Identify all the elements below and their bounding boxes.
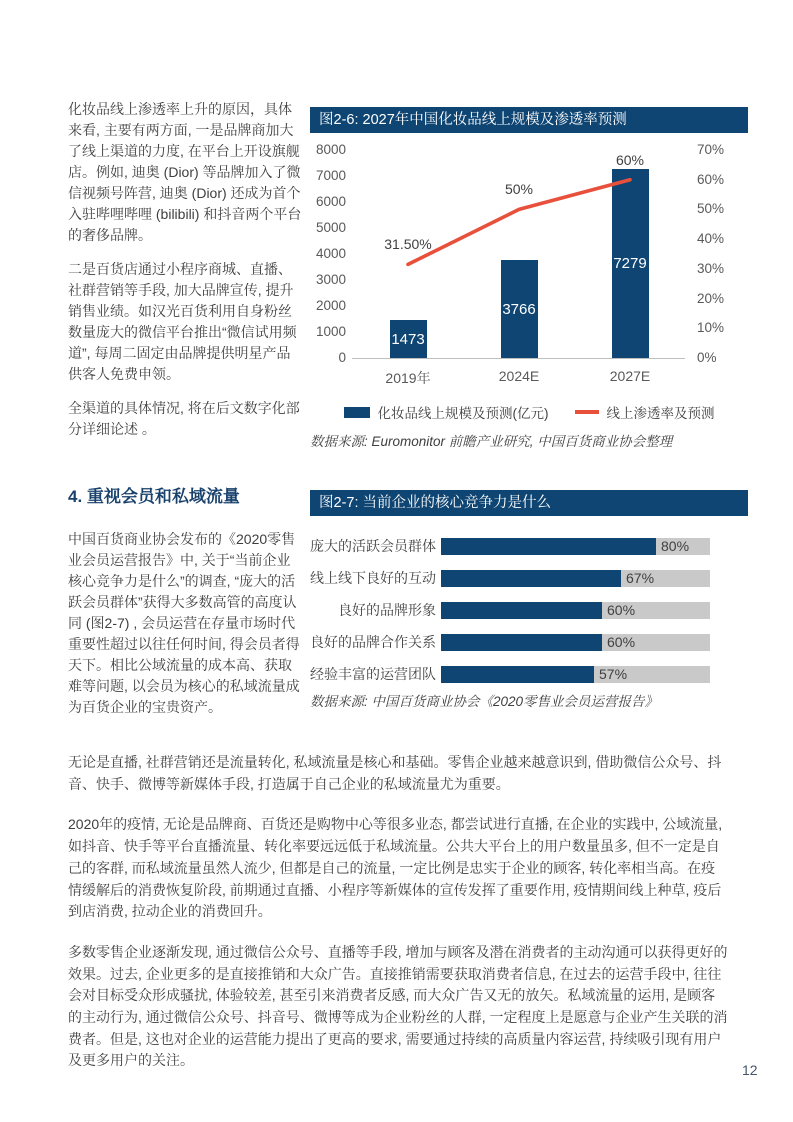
left-axis-tick: 5000 [315, 220, 346, 235]
line-value-label: 31.50% [384, 236, 432, 253]
row-label: 良好的品牌形象 [338, 602, 436, 618]
row-label: 经验丰富的运营团队 [310, 666, 436, 682]
right-axis-tick: 10% [697, 320, 725, 336]
section-heading: 4. 重视会员和私域流量 [68, 487, 240, 506]
right-axis-tick: 60% [697, 171, 725, 187]
x-axis-line [352, 358, 685, 359]
body-text-block [68, 752, 728, 1091]
bar-fill [441, 570, 621, 587]
paragraph: 2020年的疫情, 无论是品牌商、百货还是购物中心等很多业态, 都尝试进行直播, 在企业的实践中, 公域流量, 如抖音、快手等平台直播流量、转化率要远远低于私域流量。公共大平台上的用户数量虽多, 但不一定是自己的客群, 而私域流量虽然人流少, 但都是自己的流量, 一定比例是忠实于企业的顾客, 转化率相当高。在疫情缓解后的消费恢复阶段, 前期通过直播、小程序等新媒体的宣传发挥了重要作用, 疫情期间线上种草, 疫后到店消费, 拉动企业的消费回升。 [68, 816, 723, 920]
chart-2-6-source: 数据来源: Euromonitor 前瞻产业研究, 中国百货商业协会整理 [310, 434, 673, 449]
bar-value-label: 57% [599, 666, 628, 682]
bar-track [441, 570, 710, 587]
bar-value-label: 60% [607, 602, 636, 618]
row-label: 线上线下良好的互动 [310, 570, 436, 586]
chart-2-7-title: 图2-7: 当前企业的核心竞争力是什么 [310, 490, 748, 516]
column-bar [501, 260, 538, 358]
bar-value-label: 3766 [502, 300, 536, 318]
row-label: 良好的品牌合作关系 [310, 634, 436, 650]
bar-value-label: 80% [661, 538, 690, 554]
bar-value-label: 67% [626, 570, 655, 586]
row-label: 庞大的活跃会员群体 [310, 538, 436, 554]
competitiveness-row [310, 538, 748, 555]
bar-track [441, 666, 710, 683]
category-label: 2019年 [385, 370, 431, 386]
chart-2-7-panel [310, 490, 748, 722]
paragraph: 无论是直播, 社群营销还是流量转化, 私域流量是核心和基础。零售企业越来越意识到, 借助微信公众号、抖音、快手、微博等新媒体手段, 打造属于自己企业的私域流量尤为重要。 [68, 754, 722, 792]
right-axis-tick: 40% [697, 231, 725, 247]
right-axis-tick: 20% [697, 290, 725, 306]
left-axis-tick: 3000 [315, 272, 346, 287]
right-axis-tick: 30% [697, 260, 725, 276]
bar-track [441, 538, 710, 555]
chart-2-6-panel [310, 107, 748, 459]
chart-2-7-source: 数据来源: 中国百货商业协会《2020零售业会员运营报告》 [310, 694, 659, 709]
left-text-column [68, 99, 302, 453]
paragraph: 多数零售企业逐渐发现, 通过微信公众号、直播等手段, 增加与顾客及潜在消费者的主动沟通可以获得更好的效果。过去, 企业更多的是直接推销和大众广告。直接推销需要获取消费者信息, 在过去的运营手段中, 往往会对目标受众形成骚扰, 体验较差, 甚至引来消费者反感, 而大众广告又无的放矢。私域流量的运用, 是顾客的主动行为, 通过微信公众号、抖音号、微博等成为企业粉丝的人群, 一定程度上是愿意与企业产生关联的消费者。但是, 这也对企业的运营能力提出了更高的要求, 需要通过持续的高质量内容运营, 持续吸引现有用户及更多用户的关注。 [68, 943, 728, 1069]
right-axis-tick: 0% [697, 350, 717, 365]
bar-value-label: 1473 [391, 330, 425, 348]
column-bar [390, 320, 427, 358]
category-label: 2027E [609, 368, 651, 384]
chart-2-6-title: 图2-6: 2027年中国化妆品线上规模及渗透率预测 [310, 107, 748, 133]
left-axis-tick: 0 [338, 350, 346, 365]
legend-bar-label: 化妆品线上规模及预测(亿元) [377, 406, 549, 421]
bar-fill [441, 666, 594, 683]
left-axis-tick: 6000 [315, 194, 346, 209]
page-number: 12 [742, 1062, 758, 1078]
legend-line-swatch [575, 410, 599, 414]
competitiveness-row [310, 634, 748, 651]
line-value-label: 50% [504, 181, 534, 198]
left-axis-tick: 2000 [315, 298, 346, 313]
paragraph: 化妆品线上渗透率上升的原因，具体来看, 主要有两方面, 一是品牌商加大了线上渠道的力度, 在平台上开设旗舰店。例如, 迪奥 (Dior) 等品牌加入了微信视频号阵营, 迪奥 (Dior) 还成为首个入驻哔哩哔哩 (bilibili) 和抖音两个平台的奢侈品牌。 [68, 101, 302, 243]
chart-2-6-legend [310, 402, 748, 422]
bar-value-label: 60% [607, 634, 636, 650]
right-axis-tick: 70% [697, 142, 725, 157]
bar-fill [441, 602, 602, 619]
category-label: 2024E [498, 368, 540, 384]
legend-bar-swatch [344, 407, 370, 418]
bar-value-label: 7279 [613, 255, 647, 272]
bar-fill [441, 634, 602, 651]
left-axis-tick: 7000 [315, 168, 346, 183]
line-value-label: 60% [615, 151, 645, 168]
bar-track [441, 634, 710, 651]
paragraph: 二是百货店通过小程序商城、直播、社群营销等手段, 加大品牌宣传, 提升销售业绩。如汉光百货利用自身粉丝数量庞大的微信平台推出“微信试用频道”, 每周二固定由品牌提供明星产品供客人免费申领。 [68, 261, 297, 382]
competitiveness-row [310, 570, 748, 587]
legend-line-label: 线上渗透率及预测 [606, 406, 715, 421]
section-paragraph: 中国百货商业协会发布的《2020零售业会员运营报告》中, 关于“当前企业核心竞争力是什么”的调查, “庞大的活跃会员群体”获得大多数高管的高度认同 (图2-7) , 会员运营在存量市场时代重要性超过以往任何时间, 得会员者得天下。相比公域流量的成本高、获取难等问题, 以会员为核心的私域流量成为百货企业的宝贵资产。 [68, 531, 300, 715]
competitiveness-row [310, 602, 748, 619]
left-axis-tick: 8000 [315, 142, 346, 157]
bar-fill [441, 538, 656, 555]
left-axis-tick: 1000 [315, 324, 346, 339]
right-axis-tick: 50% [697, 201, 725, 217]
column-bar [612, 169, 649, 358]
competitiveness-row [310, 666, 748, 683]
bar-track [441, 602, 710, 619]
paragraph: 全渠道的具体情况, 将在后文数字化部分详细论述 。 [68, 400, 300, 437]
left-axis-tick: 4000 [315, 246, 346, 261]
